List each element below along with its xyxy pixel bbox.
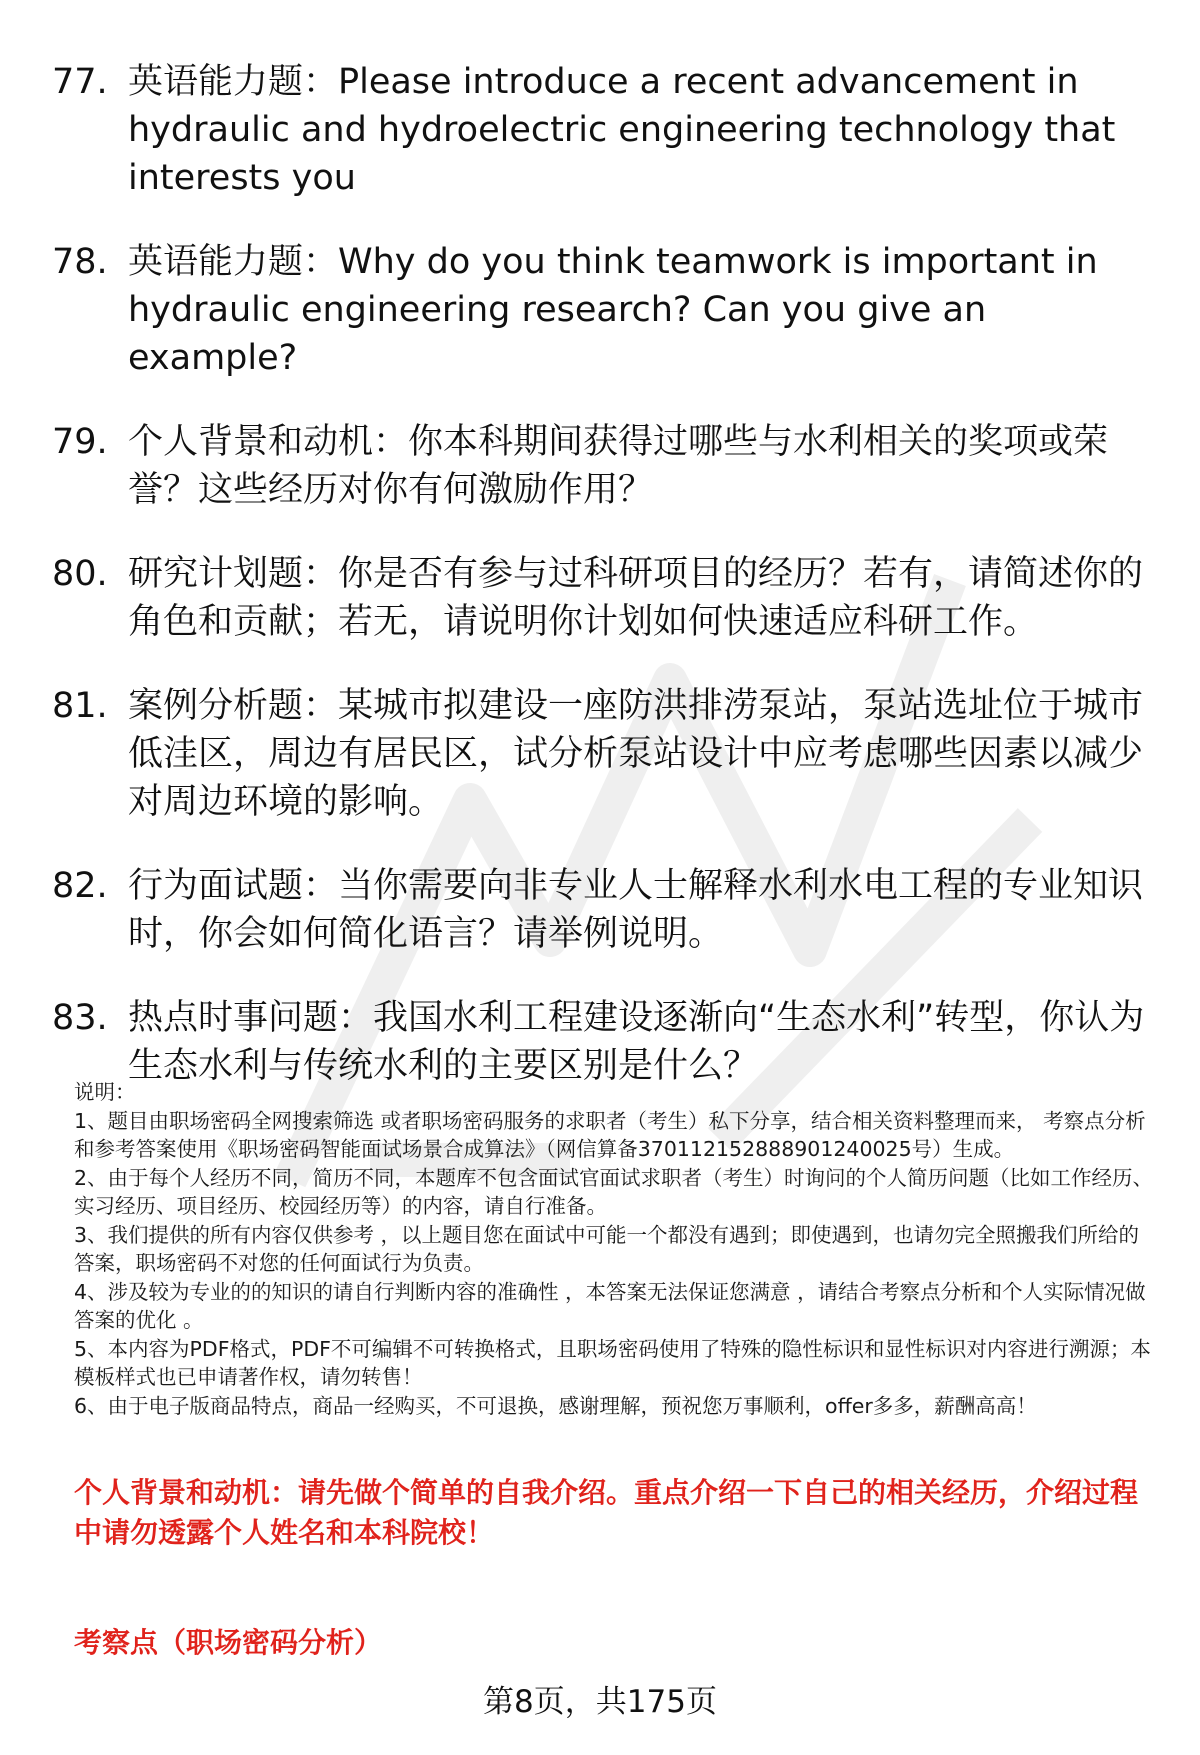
question-text: 行为面试题：当你需要向非专业人士解释水利水电工程的专业知识时，你会如何简化语言？请举例说明。	[128, 866, 1144, 954]
question-number: 77.	[52, 62, 108, 102]
question-number: 82.	[52, 866, 108, 906]
question-number: 79.	[52, 422, 108, 462]
question-text: 研究计划题：你是否有参与过科研项目的经历？若有，请简述你的角色和贡献；若无，请说明你计划如何快速适应科研工作。	[128, 554, 1144, 642]
notes-title: 说明：	[74, 1080, 136, 1104]
question-text: 案例分析题：某城市拟建设一座防洪排涝泵站，泵站选址位于城市低洼区，周边有居民区，试分析泵站设计中应考虑哪些因素以减少对周边环境的影响。	[128, 686, 1144, 822]
note-item: 5、本内容为PDF格式，PDF不可编辑不可转换格式，且职场密码使用了特殊的隐性标识和显性标识对内容进行溯源；本模板样式也已申请著作权，请勿转售！	[74, 1336, 1151, 1389]
notes-section	[74, 1078, 1154, 1420]
question-number: 81.	[52, 686, 108, 726]
note-item: 6、由于电子版商品特点，商品一经购买，不可退换，感谢理解，预祝您万事顺利，offer多多，薪酬高高！	[74, 1393, 1037, 1418]
question-text: 英语能力题：Please introduce a recent advancement in hydraulic and hydroelectric engineering technology that interests you	[128, 62, 1116, 198]
question-item	[52, 550, 1152, 646]
question-item	[52, 238, 1152, 382]
question-item	[52, 58, 1152, 202]
question-item	[52, 862, 1152, 958]
highlight-text: 个人背景和动机：请先做个简单的自我介绍。重点介绍一下自己的相关经历，介绍过程中请勿透露个人姓名和本科院校！	[74, 1476, 1139, 1549]
note-item: 2、由于每个人经历不同，简历不同，本题库不包含面试官面试求职者（考生）时询问的个人简历问题（比如工作经历、实习经历、项目经历、校园经历等）的内容，请自行准备。	[74, 1165, 1154, 1218]
question-number: 78.	[52, 242, 108, 282]
question-item	[52, 682, 1152, 826]
question-text: 英语能力题：Why do you think teamwork is important in hydraulic engineering research? Can you give an example?	[128, 242, 1098, 378]
note-item: 3、我们提供的所有内容仅供参考 ，以上题目您在面试中可能一个都没有遇到；即使遇到，也请勿完全照搬我们所给的答案，职场密码不对您的任何面试行为负责。	[74, 1222, 1140, 1275]
question-item	[52, 418, 1152, 514]
question-number: 83.	[52, 998, 108, 1038]
note-item: 1、题目由职场密码全网搜索筛选 或者职场密码服务的求职者（考生）私下分享，结合相关资料整理而来， 考察点分析和参考答案使用《职场密码智能面试场景合成算法》（网信算备370112152888901240025号）生成。	[74, 1108, 1146, 1161]
question-list	[52, 58, 1152, 1126]
question-number: 80.	[52, 554, 108, 594]
question-text: 个人背景和动机：你本科期间获得过哪些与水利相关的奖项或荣誉？这些经历对你有何激励作用？	[128, 422, 1109, 510]
page-footer: 第8页，共175页	[483, 1684, 717, 1720]
highlight-question	[74, 1473, 1154, 1553]
note-item: 4、涉及较为专业的的知识的请自行判断内容的准确性 ，本答案无法保证您满意 ，请结合考察点分析和个人实际情况做答案的优化 。	[74, 1279, 1146, 1332]
question-text: 热点时事问题：我国水利工程建设逐渐向“生态水利”转型，你认为生态水利与传统水利的主要区别是什么？	[128, 998, 1145, 1086]
exam-point-heading: 考察点（职场密码分析）	[74, 1626, 383, 1659]
question-item	[52, 994, 1152, 1090]
